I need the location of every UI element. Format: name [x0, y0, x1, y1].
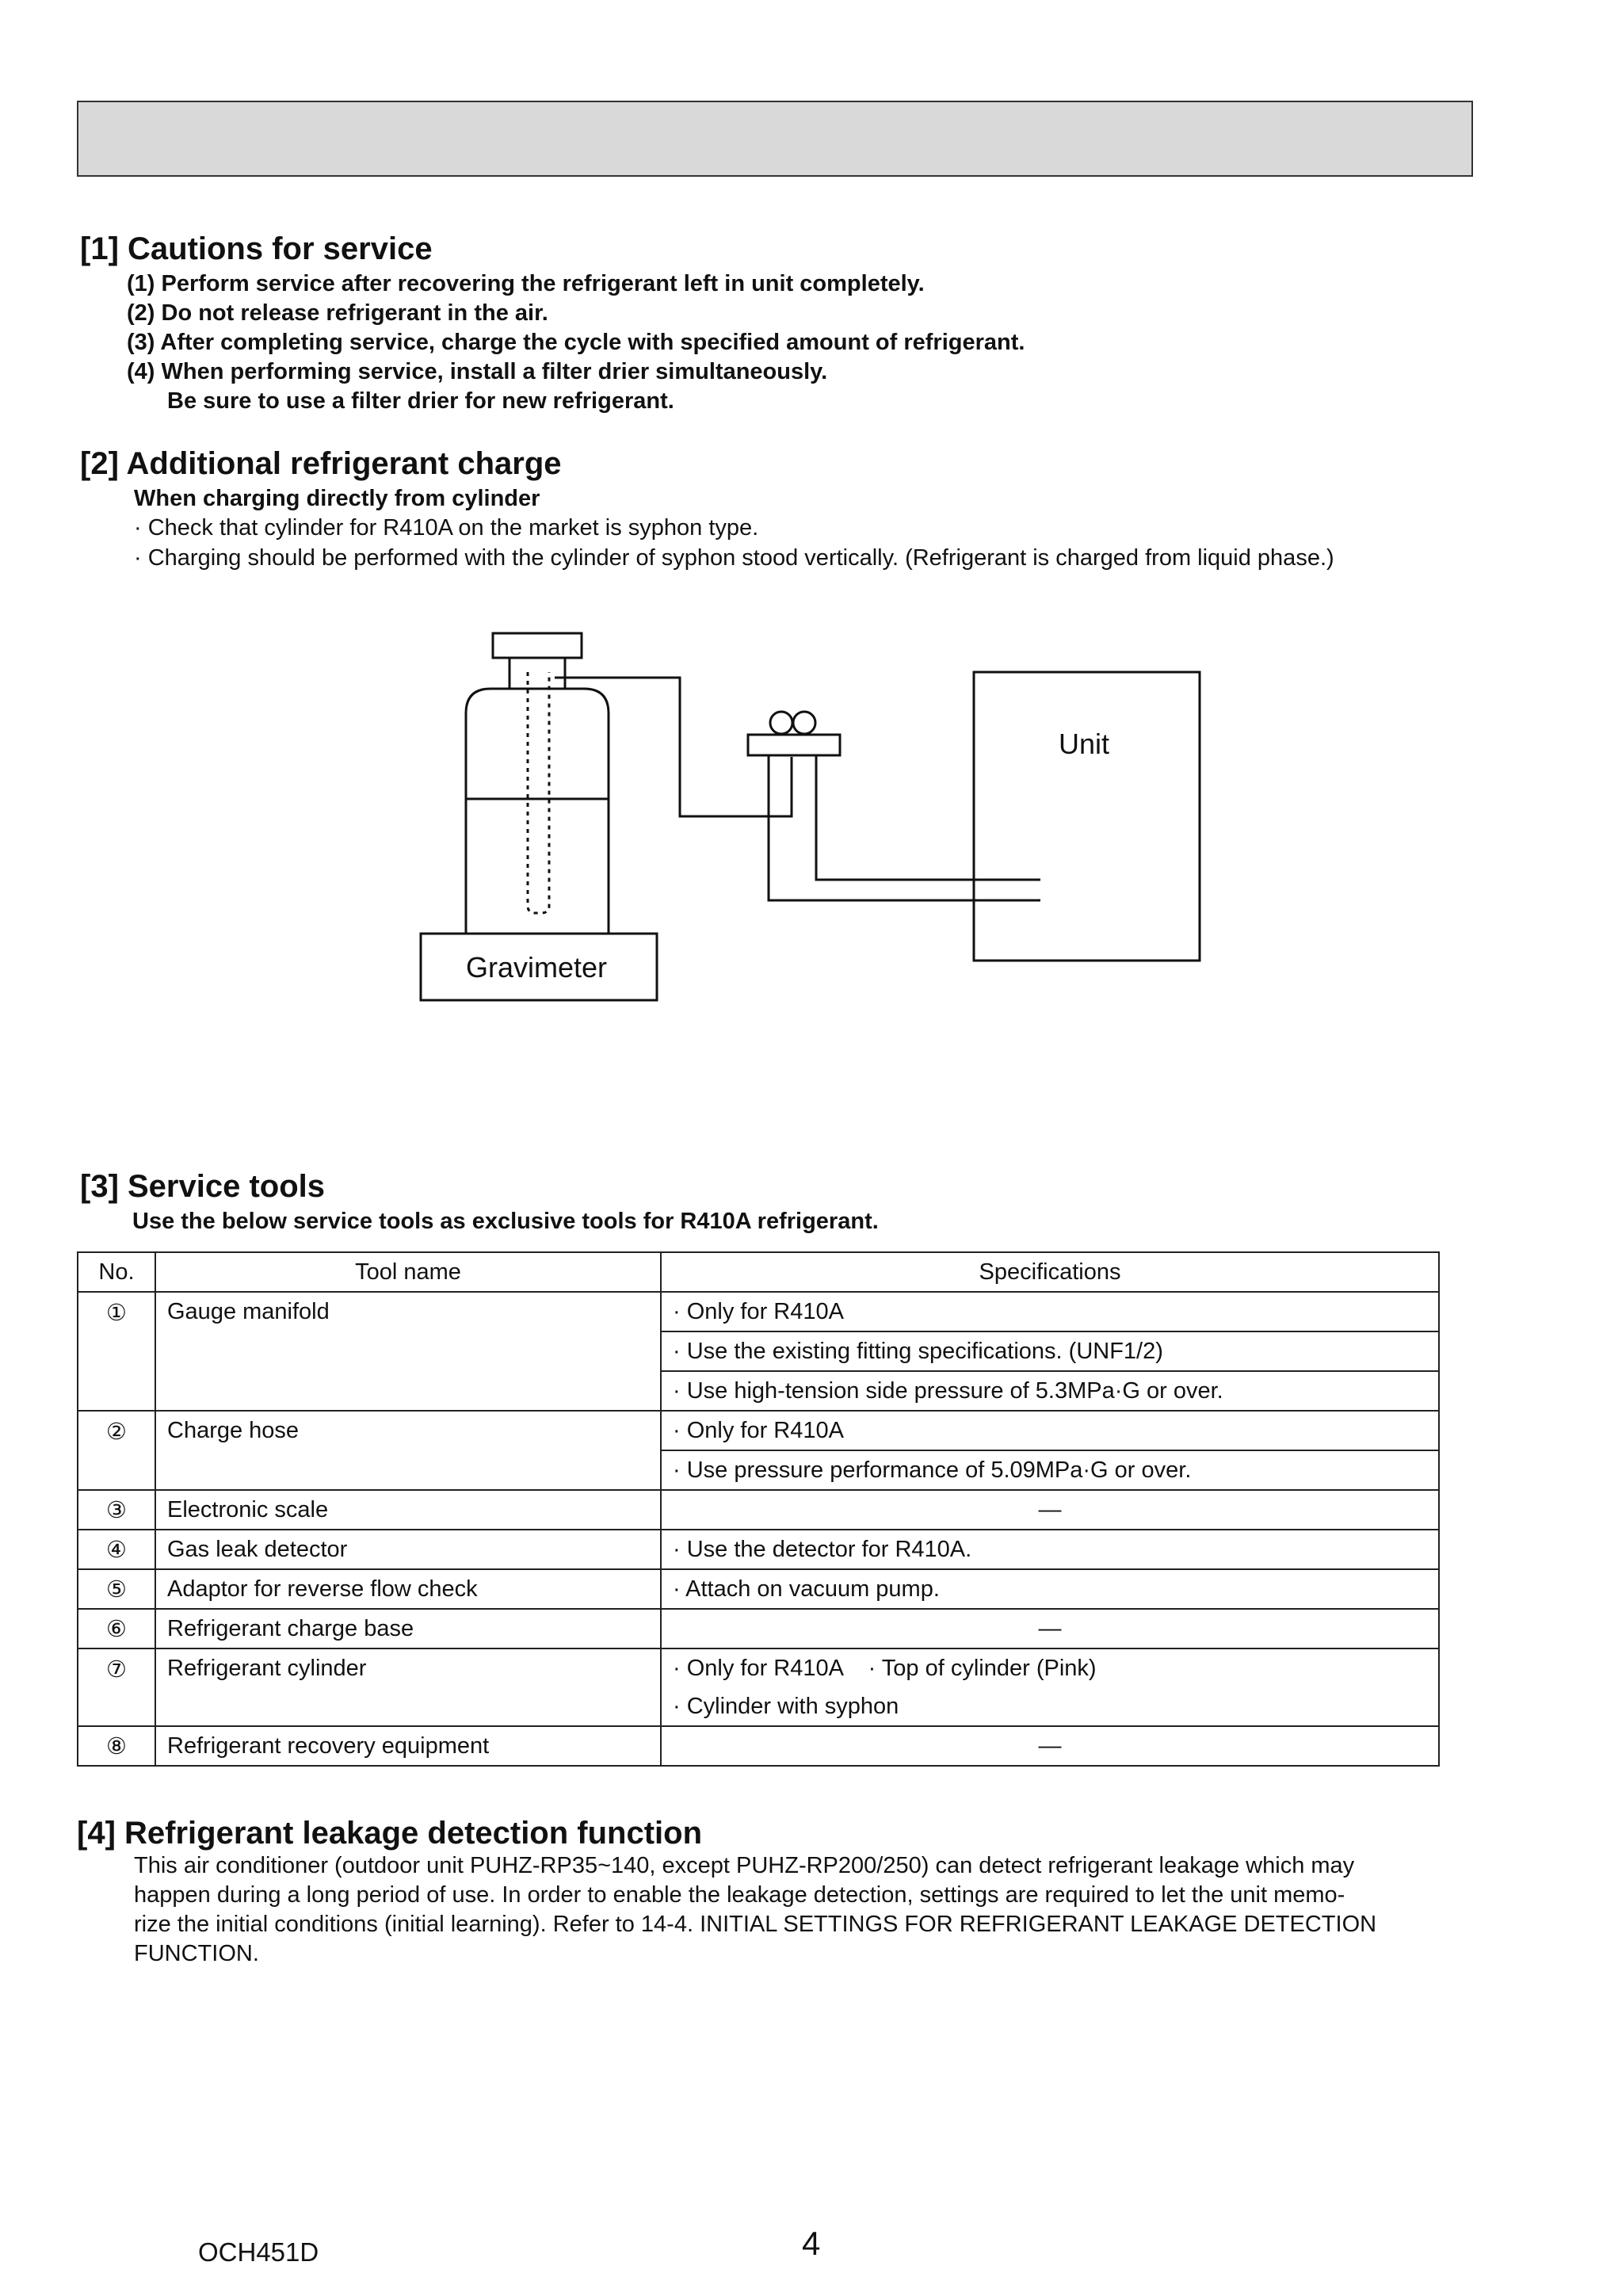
spec-cell: —: [661, 1490, 1439, 1530]
spec-cell: · Use the detector for R410A.: [661, 1530, 1439, 1569]
manifold-bar: [748, 735, 840, 755]
spec-cell: · Only for R410A · Top of cylinder (Pink): [661, 1648, 1439, 1687]
row-number: ③: [78, 1490, 155, 1530]
row-number: ⑤: [78, 1569, 155, 1609]
table-row: [78, 1726, 1439, 1766]
service-tools-subtitle: Use the below service tools as exclusive tools for R410A refrigerant.: [132, 1209, 879, 1234]
table-header-row: [78, 1252, 1439, 1292]
table-row: [78, 1569, 1439, 1609]
spec-cell: · Use pressure performance of 5.09MPa·G or over.: [661, 1450, 1439, 1490]
table-row: [78, 1648, 1439, 1687]
tool-name: Refrigerant charge base: [155, 1609, 661, 1648]
row-number: ①: [78, 1292, 155, 1411]
gauge-right: [793, 712, 815, 734]
spec-cell: · Use the existing fitting specifications. (UNF1/2): [661, 1331, 1439, 1371]
charging-diagram: [0, 0, 1622, 1030]
spec-cell: · Cylinder with syphon: [661, 1687, 1439, 1726]
cylinder-neck: [509, 658, 565, 689]
cylinder-body: [466, 689, 609, 934]
unit-label: Unit: [1059, 728, 1110, 760]
tool-name: Gas leak detector: [155, 1530, 661, 1569]
col-tool-name-header: Tool name: [155, 1252, 661, 1292]
paragraph-line: rize the initial conditions (initial learning). Refer to 14-4. INITIAL SETTINGS FOR REFRIGERANT LEAKAGE DETECTION: [134, 1912, 1377, 1937]
tool-name: Charge hose: [155, 1411, 661, 1490]
charging-bullet-2: · Charging should be performed with the cylinder of syphon stood vertically. (Refrigerant is charged from liquid phase.): [134, 545, 1334, 571]
paragraph-line: FUNCTION.: [134, 1941, 259, 1966]
tool-name: Gauge manifold: [155, 1292, 661, 1411]
caution-item-4: (4) When performing service, install a filter drier simultaneously.: [127, 359, 828, 384]
spec-cell: · Only for R410A: [661, 1411, 1439, 1450]
page-number: 4: [802, 2225, 821, 2262]
table-row: [78, 1490, 1439, 1530]
document-code: OCH451D: [198, 2237, 319, 2267]
table-row: [78, 1530, 1439, 1569]
section-4-title: [4] Refrigerant leakage detection function: [77, 1816, 703, 1851]
spec-cell: · Only for R410A: [661, 1292, 1439, 1331]
tool-name: Electronic scale: [155, 1490, 661, 1530]
cylinder-cap: [493, 633, 582, 658]
paragraph-line: happen during a long period of use. In order to enable the leakage detection, settings are required to let the unit memo-: [134, 1882, 1345, 1908]
caution-item-1: (1) Perform service after recovering the refrigerant left in unit completely.: [127, 271, 925, 296]
tool-name: Refrigerant recovery equipment: [155, 1726, 661, 1766]
charging-bullet-1: · Check that cylinder for R410A on the market is syphon type.: [134, 515, 759, 541]
row-number: ⑦: [78, 1648, 155, 1726]
col-specifications-header: Specifications: [661, 1252, 1439, 1292]
service-tools-table: [77, 1251, 1440, 1767]
section-1-title: [1] Cautions for service: [80, 231, 433, 266]
caution-item-3: (3) After completing service, charge the cycle with specified amount of refrigerant.: [127, 330, 1025, 355]
spec-cell: · Attach on vacuum pump.: [661, 1569, 1439, 1609]
caution-item-2: (2) Do not release refrigerant in the air.: [127, 300, 548, 326]
tool-name: Refrigerant cylinder: [155, 1648, 661, 1726]
section-2-title: [2] Additional refrigerant charge: [80, 446, 562, 481]
row-number: ②: [78, 1411, 155, 1490]
leakage-detection-paragraph: [134, 1851, 1481, 1969]
section-3-title: [3] Service tools: [80, 1169, 326, 1204]
unit-box: [974, 672, 1200, 961]
caution-item-4-note: Be sure to use a filter drier for new refrigerant.: [167, 388, 674, 414]
charging-subtitle: When charging directly from cylinder: [134, 486, 540, 511]
tool-name: Adaptor for reverse flow check: [155, 1569, 661, 1609]
col-no-header: No.: [78, 1252, 155, 1292]
row-number: ⑧: [78, 1726, 155, 1766]
paragraph-line: This air conditioner (outdoor unit PUHZ-RP35~140, except PUHZ-RP200/250) can detect refrigerant leakage which may: [134, 1853, 1355, 1878]
table-row: [78, 1411, 1439, 1450]
spec-cell: —: [661, 1609, 1439, 1648]
row-number: ④: [78, 1530, 155, 1569]
row-number: ⑥: [78, 1609, 155, 1648]
gauge-left: [770, 712, 792, 734]
spec-cell: —: [661, 1726, 1439, 1766]
table-row: [78, 1292, 1439, 1331]
gravimeter-label: Gravimeter: [466, 951, 608, 984]
table-row: [78, 1609, 1439, 1648]
spec-cell: · Use high-tension side pressure of 5.3MPa·G or over.: [661, 1371, 1439, 1411]
